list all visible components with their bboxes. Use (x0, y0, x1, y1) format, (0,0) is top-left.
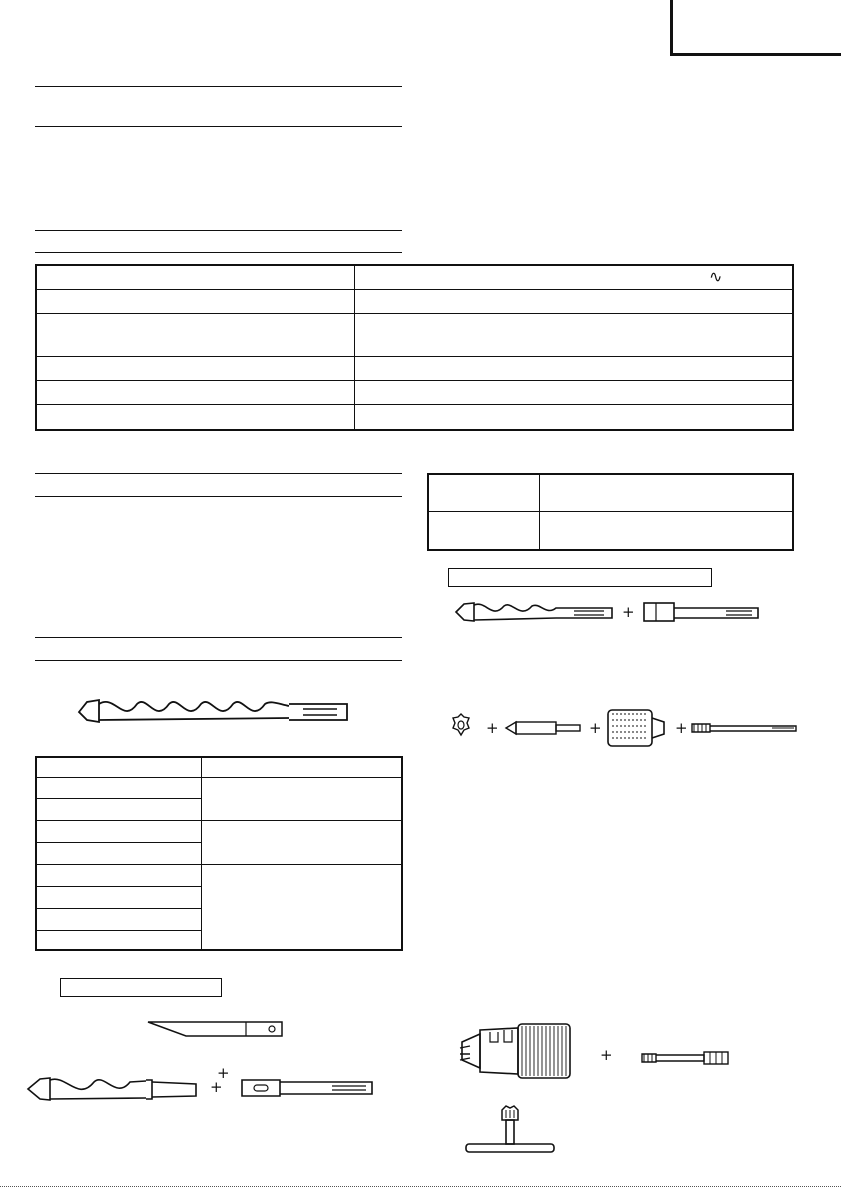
chuck-adapter-icon (640, 1048, 730, 1068)
table-row (37, 380, 792, 381)
table-row (37, 820, 401, 821)
section-rule (35, 86, 402, 87)
section-rule (35, 230, 402, 231)
table-row (37, 404, 792, 405)
plus-sign: + (600, 1046, 613, 1064)
ac-current-symbol: ∿ (709, 267, 723, 286)
table-row (37, 864, 401, 865)
center-pin-icon (452, 713, 470, 737)
table-row (37, 356, 792, 357)
section-rule (35, 637, 402, 638)
table-column-divider (201, 758, 202, 949)
adapter-short-icon (642, 600, 760, 624)
tapered-shank-drill-icon (26, 1074, 202, 1104)
specifications-table (35, 264, 794, 431)
bit-size-table (35, 756, 403, 951)
plus-sign: + (217, 1064, 230, 1082)
table-row (37, 777, 401, 778)
table-row (37, 842, 201, 843)
plus-sign: + (486, 719, 499, 737)
sds-plus-drill-bit-icon (454, 600, 614, 624)
table-row (37, 886, 201, 887)
core-bit-shank-adapter-icon (690, 718, 800, 738)
plus-sign: + (210, 1078, 223, 1096)
caption-box (60, 978, 222, 997)
cotter-wedge-icon (146, 1020, 286, 1040)
plus-sign: + (622, 603, 635, 621)
chuck-key-icon (462, 1104, 558, 1156)
center-pilot-bit-icon (504, 718, 584, 738)
plus-sign: + (675, 719, 688, 737)
plus-sign: + (589, 719, 602, 737)
table-row (37, 908, 201, 909)
core-bit-icon (606, 706, 668, 750)
section-rule (35, 496, 402, 497)
caption-box (448, 568, 712, 587)
table-row (429, 511, 792, 512)
table-column-divider (539, 475, 540, 549)
table-row (37, 798, 201, 799)
table-row (37, 930, 201, 931)
table-row (37, 313, 792, 314)
section-rule (35, 660, 402, 661)
section-rule (35, 473, 402, 474)
section-rule (35, 126, 402, 127)
taper-shank-adapter-icon (240, 1076, 376, 1100)
page-corner-tab (670, 0, 841, 56)
section-rule (35, 252, 402, 253)
page-bottom-edge (0, 1186, 841, 1187)
drill-chuck-icon (458, 1020, 574, 1082)
table-row (37, 289, 792, 290)
accessory-table (427, 473, 794, 551)
sds-plus-masonry-bit-icon (75, 690, 350, 730)
